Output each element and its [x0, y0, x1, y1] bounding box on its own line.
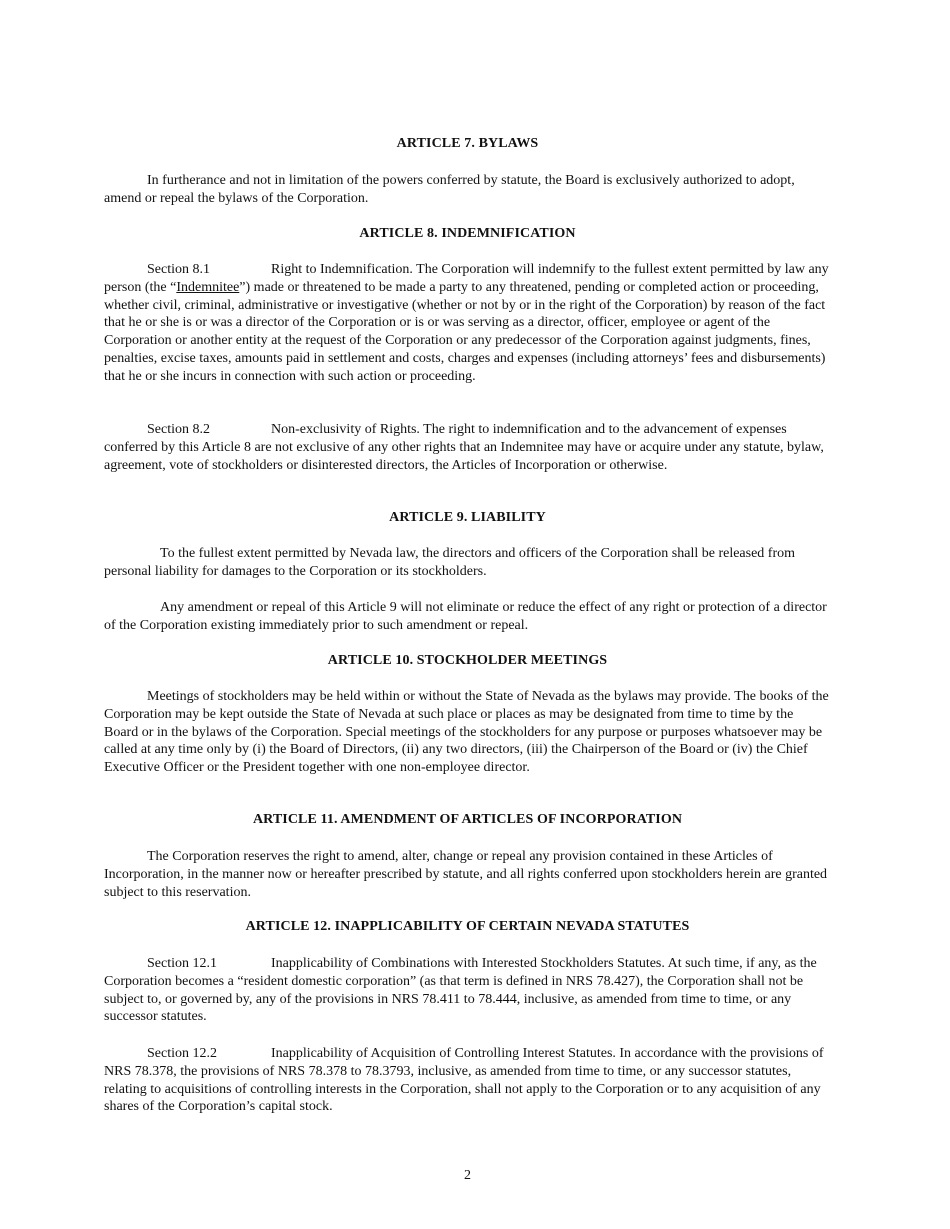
article-11-paragraph: The Corporation reserves the right to amend, alter, change or repeal any provision contained in these Articles of Incorporation, in the manner now or hereafter prescribed by statute, and all rights conferred upon stockholders herein are granted subject to this reservation. — [104, 849, 828, 900]
article-9-paragraph-2: Any amendment or repeal of this Article 9 will not eliminate or reduce the effect of any right or protection of a director of the Corporation existing immediately prior to such amendment or repeal. — [104, 600, 827, 633]
article-7-heading: ARTICLE 7. BYLAWS — [396, 136, 539, 151]
article-10-heading: ARTICLE 10. STOCKHOLDER MEETINGS — [327, 653, 608, 668]
page-number: 2 — [464, 1168, 471, 1183]
indemnitee-term: Indemnitee — [176, 279, 240, 295]
article-7-paragraph: In furtherance and not in limitation of the powers conferred by statute, the Board is exclusively authorized to adopt, amend or repeal the bylaws of the Corporation. — [104, 173, 795, 206]
article-10-paragraph: Meetings of stockholders may be held within or without the State of Nevada as the bylaws may provide. The books of the Corporation may be kept outside the State of Nevada at such place or places as may be designated from time to time by the Board or in the bylaws of the Corporation. Special meetings of the stockholders for any purpose or purposes whatsoever may be called at any time only by (i) the Board of Directors, (ii) any two directors, (iii) the Chairperson of the Board or (iv) the Chief Executive Officer or the President together with one non-employee director. — [104, 689, 829, 776]
section-12-2-number: Section 12.2 — [147, 1046, 217, 1061]
article-9-paragraph-1: To the fullest extent permitted by Nevada law, the directors and officers of the Corporation shall be released from personal liability for damages to the Corporation or its stockholders. — [104, 546, 796, 579]
article-9-heading: ARTICLE 9. LIABILITY — [389, 510, 546, 525]
article-11-heading: ARTICLE 11. AMENDMENT OF ARTICLES OF INCORPORATION — [252, 812, 683, 827]
section-8-1-number: Section 8.1 — [147, 262, 210, 277]
article-8-heading: ARTICLE 8. INDEMNIFICATION — [359, 226, 576, 241]
section-8-2-paragraph: Section 8.2 Non-exclusivity of Rights. The right to indemnification and to the advancement of expenses conferred by this Article 8 are not exclusive of any other rights that an Indemnitee may have or acquire under any statute, bylaw, agreement, vote of stockholders or disinterested directors, the Articles of Incorporation or otherwise. — [104, 422, 824, 473]
section-12-1-number: Section 12.1 — [147, 956, 217, 971]
section-12-2-paragraph: Section 12.2 Inapplicability of Acquisition of Controlling Interest Statutes. In accordance with the provisions of NRS 78.378, the provisions of NRS 78.378 to 78.3793, inclusive, as amended from time to time, or any successor statutes, relating to acquisitions of controlling interests in the Corporation, shall not apply to the Corporation or to any acquisition of any shares of the Corporation’s capital stock. — [104, 1046, 824, 1115]
section-8-2-number: Section 8.2 — [147, 422, 210, 437]
section-12-1-paragraph: Section 12.1 Inapplicability of Combinations with Interested Stockholders Statutes. At such time, if any, as the Corporation becomes a “resident domestic corporation” (as that term is defined in NRS 78.427), the Corporation shall not be subject to, or governed by, any of the provisions in NRS 78.411 to 78.444, inclusive, as amended from time to time, or any successor statutes. — [104, 956, 817, 1025]
section-8-1-paragraph: Section 8.1 Right to Indemnification. The Corporation will indemnify to the fullest extent permitted by law any person (the “Indemnitee”) made or threatened to be made a party to any threatened, pending or completed action or proceeding, whether civil, criminal, administrative or investigative (whether or not by or in the right of the Corporation) by reason of the fact that he or she is or was a director of the Corporation or is or was serving as a director, officer, employee or agent of the Corporation or another entity at the request of the Corporation or any predecessor of the Corporation against judgments, fines, penalties, excise taxes, amounts paid in settlement and costs, charges and expenses (including attorneys’ fees and disbursements) that he or she incurs in connection with such action or proceeding. — [104, 262, 829, 384]
article-12-heading: ARTICLE 12. INAPPLICABILITY OF CERTAIN NEVADA STATUTES — [245, 919, 690, 934]
